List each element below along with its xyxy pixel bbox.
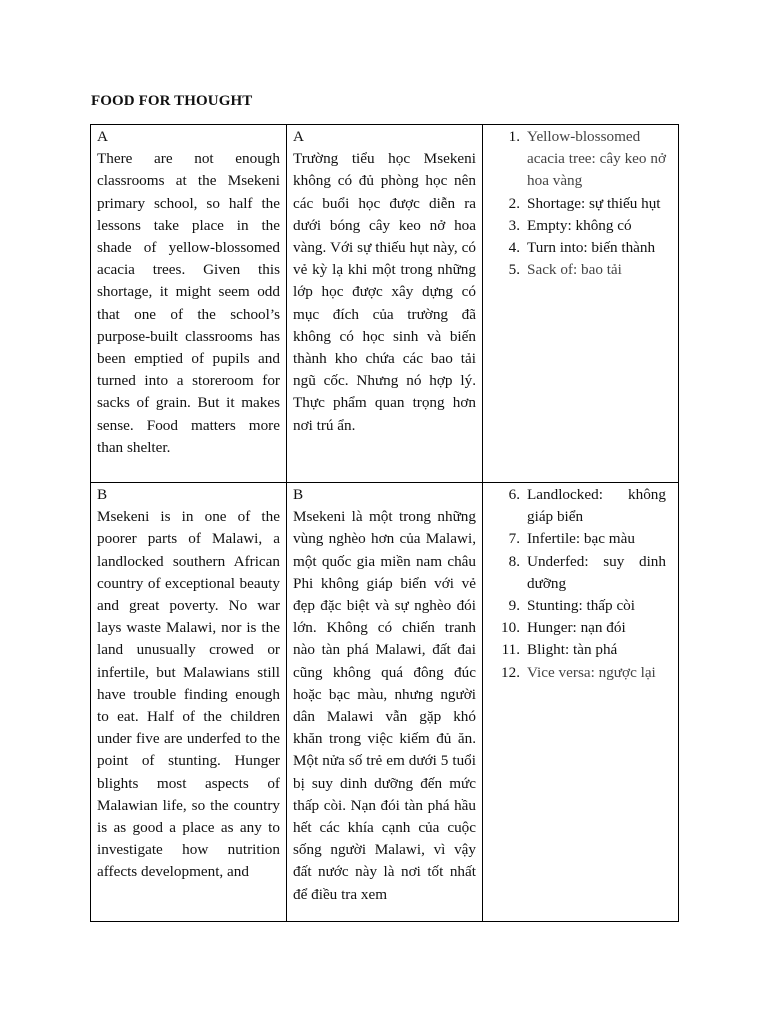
vocab-item [483,551,666,595]
vocab-list [483,126,672,281]
vocab-text: Shortage: sự thiếu hụt [527,194,661,212]
section-label: A [97,128,108,145]
document-title: FOOD FOR THOUGHT [91,93,253,109]
vocab-text: Underfed: suy dinh dưỡng [527,552,666,592]
vietnamese-passage: Trường tiểu học Msekeni không có đủ phòng học nên các buổi học được diễn ra dưới bóng cây keo nở hoa vàng. Với sự thiếu hụt này, có vẻ kỳ lạ khi một trong những lớp học được xây dựng có mục đích của trường đã không có học sinh và biến thành kho chứa các bao tải ngũ cốc. Nhưng nó hợp lý. Thực phẩm quan trọng hơn nơi trú ẩn. [293,150,476,434]
vocab-text: Yellow-blossomed acacia tree: cây keo nở hoa vàng [527,128,666,190]
vocab-list [483,484,672,684]
vocab-cell-a [483,125,679,483]
vocab-item [483,639,666,661]
vocab-text: Turn into: biến thành [527,239,656,257]
vocab-item [483,259,666,281]
section-label: B [293,486,304,503]
vocab-item [483,193,666,215]
vocab-number: 10. [501,619,520,637]
vocabulary-table [90,124,679,922]
english-passage: There are not enough classrooms at the Msekeni primary school, so half the lessons take place in the shade of yellow-blossomed acacia trees. Given this shortage, it might seem odd that one of the school’s purpose-built classrooms has been emptied of pupils and turned into a storeroom for sacks of grain. But it makes sense. Food matters more than shelter. [97,150,280,456]
english-passage-cell-a [91,125,287,483]
vocab-item [483,617,666,639]
vocab-item [483,484,666,528]
vocab-item [483,528,666,550]
vocab-text: Vice versa: ngược lại [527,663,656,681]
vocab-item [483,237,666,259]
vocab-number: 8. [508,552,520,570]
vocab-number: 11. [501,641,520,659]
vocab-item [483,595,666,617]
vocab-number: 2. [508,194,520,212]
vocab-text: Empty: không có [527,216,632,234]
vocab-number: 4. [508,239,520,257]
vocab-number: 9. [508,597,520,615]
vocab-number: 12. [501,663,520,681]
vocab-text: Hunger: nạn đói [527,619,626,637]
vietnamese-passage: Msekeni là một trong những vùng nghèo hơn của Malawi, một quốc gia miền nam châu Phi không giáp biển với vẻ đẹp đặc biệt và sự nghèo đói lớn. Không có chiến tranh nào tàn phá Malawi, đất đai cũng không quá đông đúc hoặc bạc màu, nhưng người dân Malawi vẫn gặp khó khăn trong việc kiếm đủ ăn. Một nửa số trẻ em dưới 5 tuổi bị suy dinh dưỡng đến mức thấp còi. Nạn đói tàn phá hầu hết các khía cạnh của cuộc sống người Malawi, vì vậy đất nước này là nơi tốt nhất để điều tra xem [293,508,476,903]
table-row-a [91,125,679,483]
vocab-number: 7. [508,530,520,548]
vocab-text: Blight: tàn phá [527,641,618,659]
vocab-item [483,215,666,237]
vietnamese-passage-cell-a [287,125,483,483]
vocab-text: Landlocked: không giáp biển [527,486,666,526]
vietnamese-passage-cell-b [287,483,483,922]
english-passage-cell-b [91,483,287,922]
vocab-item [483,126,666,193]
vocab-number: 3. [508,216,520,234]
table-row-b [91,483,679,922]
vocab-number: 6. [508,486,520,503]
section-label: B [97,486,108,503]
vocab-number: 1. [508,128,520,145]
vocab-text: Infertile: bạc màu [527,530,635,548]
vocab-text: Stunting: thấp còi [527,597,635,615]
section-label: A [293,128,304,145]
vocab-text: Sack of: bao tải [527,261,622,279]
english-passage: Msekeni is in one of the poorer parts of Malawi, a landlocked southern African country of exceptional beauty and great poverty. No war lays waste Malawi, nor is the land unusually crowed or infertile, but Malawians still have trouble finding enough to eat. Half of the children under five are underfed to the point of stunting. Hunger blights most aspects of Malawian life, so the country is as good a place as any to investigate how nutrition affects development, and [97,508,280,881]
vocab-item [483,662,666,684]
vocab-cell-b [483,483,679,922]
vocab-number: 5. [508,261,520,279]
